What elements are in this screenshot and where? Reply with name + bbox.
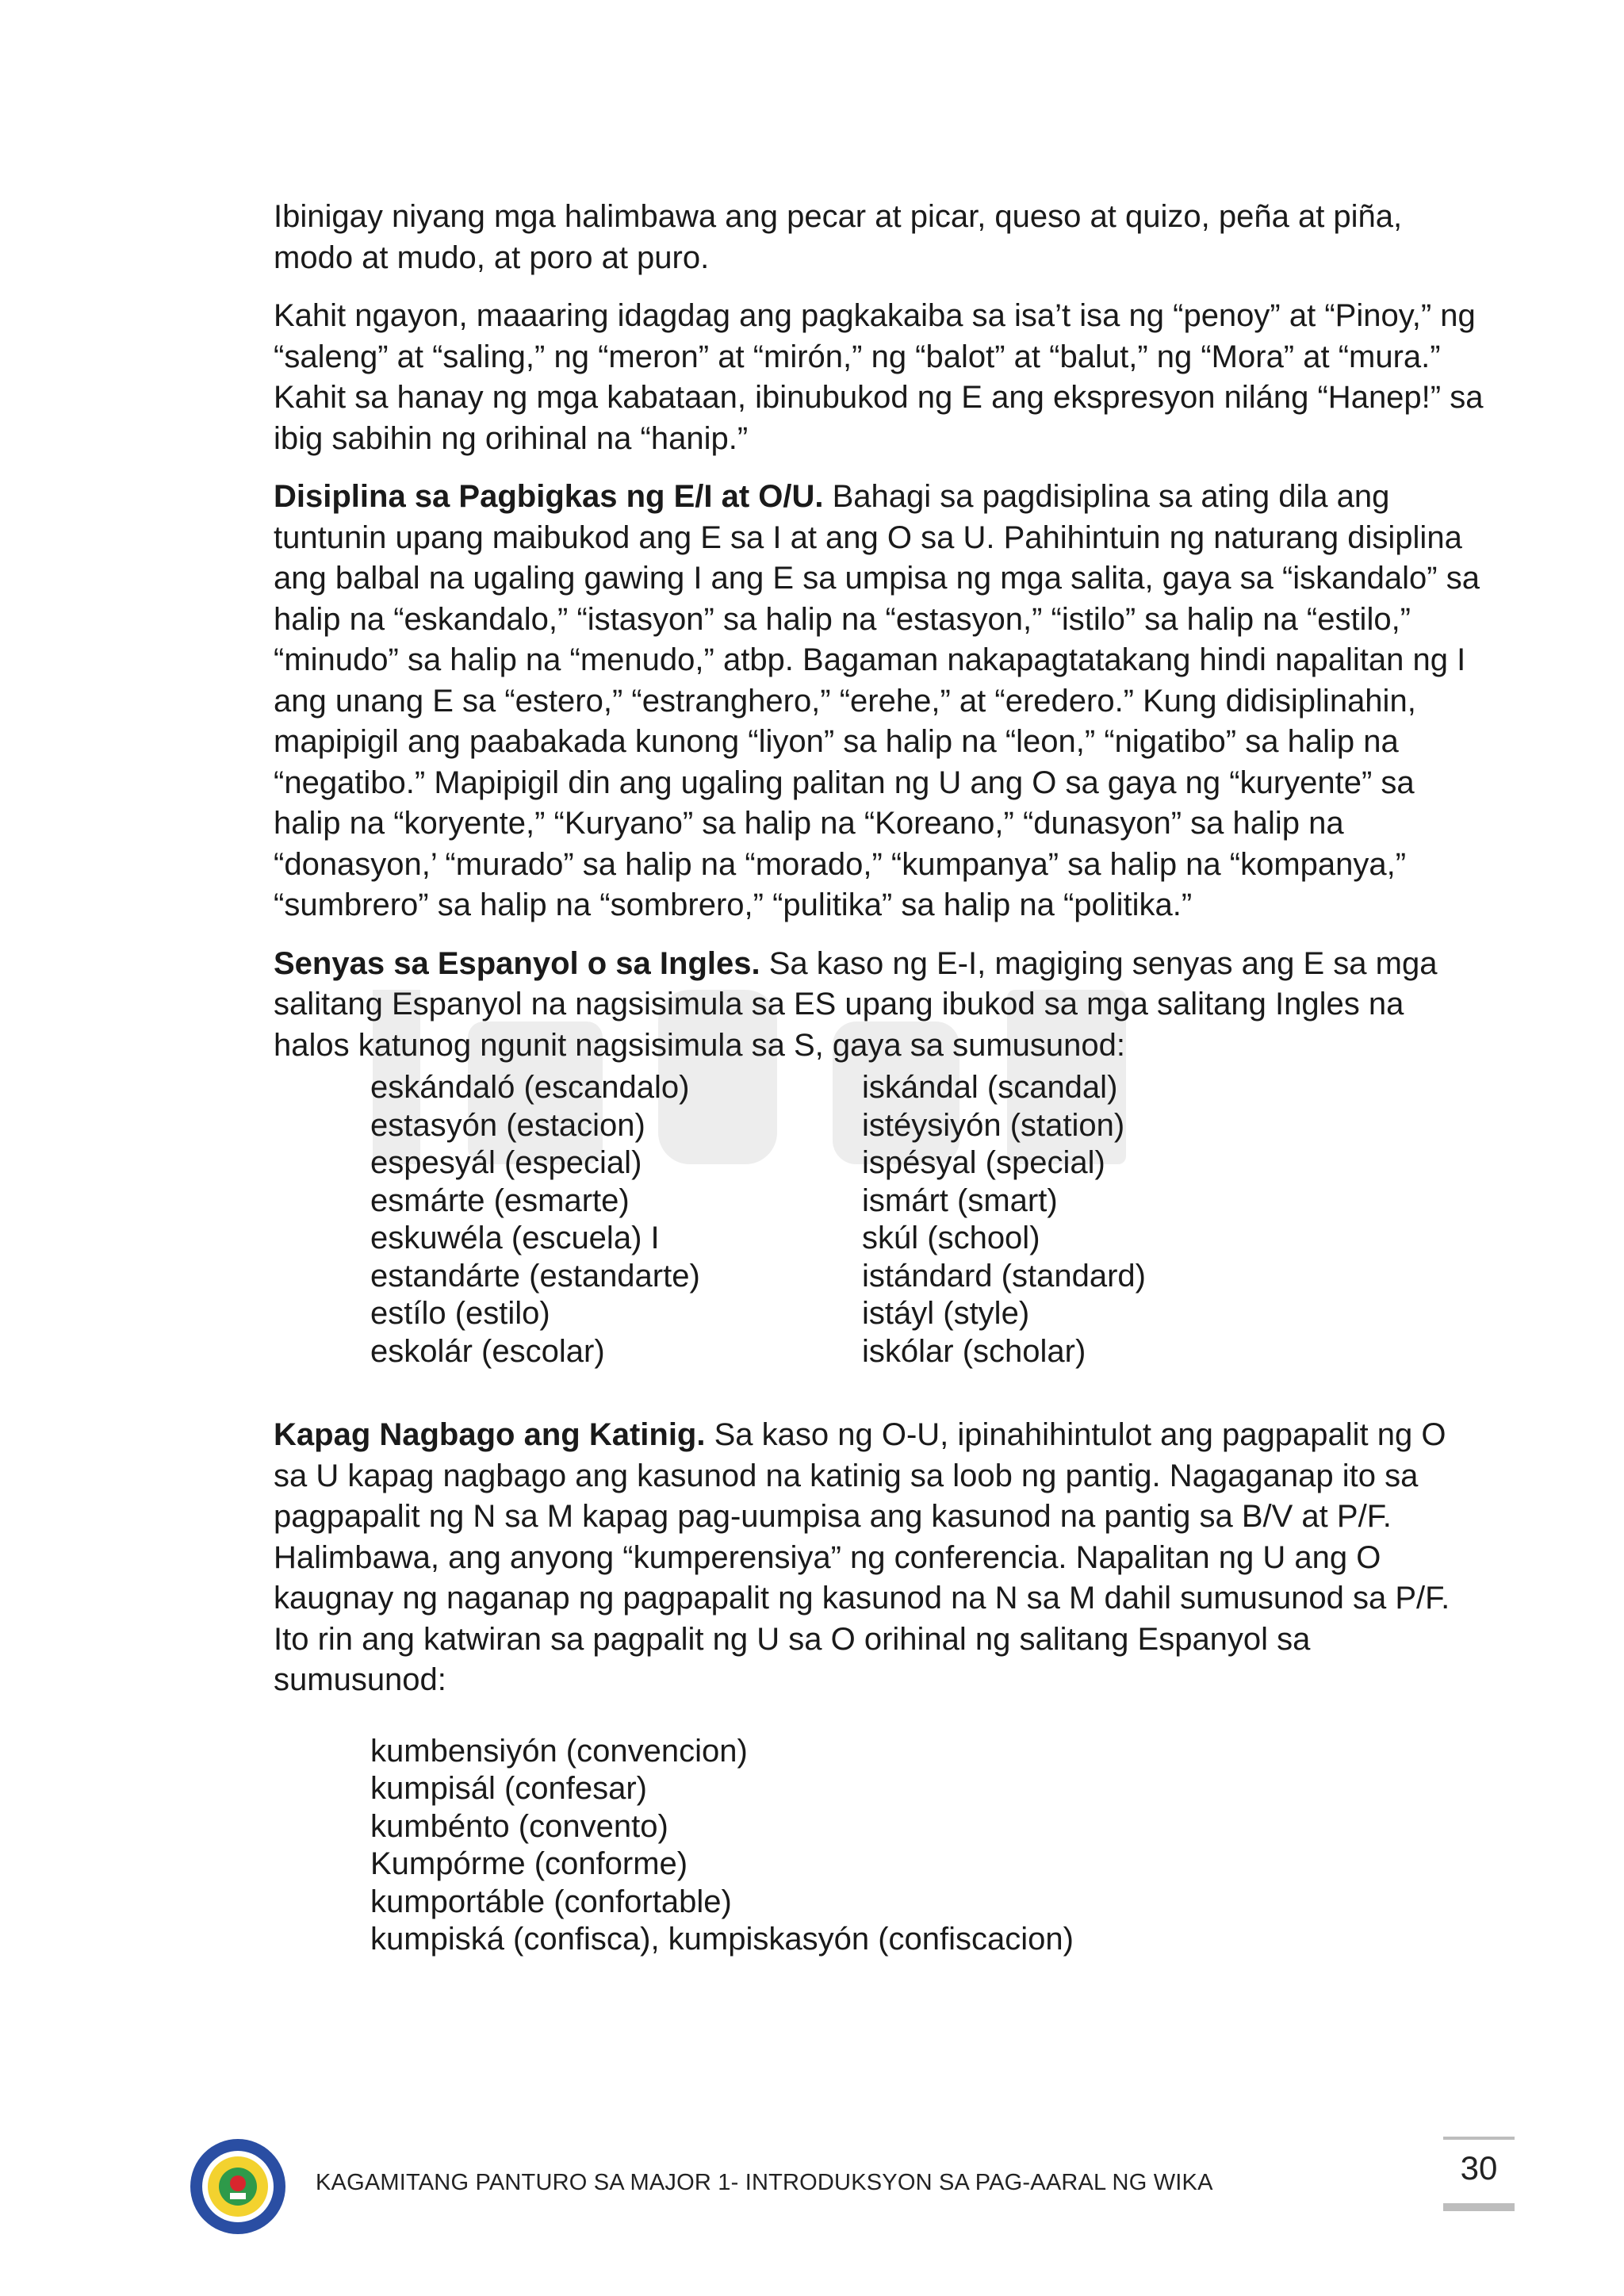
word-pair bbox=[370, 1220, 1487, 1258]
spanish-word: esmárte (esmarte) bbox=[370, 1182, 630, 1218]
page-footer bbox=[0, 2125, 1624, 2237]
college-seal-icon bbox=[189, 2137, 287, 2236]
paragraph-katinig bbox=[274, 1415, 1487, 1701]
english-word: istándard (standard) bbox=[862, 1258, 1146, 1294]
paragraph-1: Ibinigay niyang mga halimbawa ang pecar at picar, queso at quizo, peña at piña, modo at mudo, at poro at puro. bbox=[274, 199, 1403, 275]
list-item: kumpisál (confesar) bbox=[370, 1771, 648, 1806]
word-pair bbox=[370, 1182, 1487, 1221]
english-word: ispésyal (special) bbox=[862, 1145, 1105, 1180]
heading-senyas: Senyas sa Espanyol o sa Ingles. bbox=[274, 945, 760, 981]
heading-katinig: Kapag Nagbago ang Katinig. bbox=[274, 1417, 706, 1452]
spanish-word: espesyál (especial) bbox=[370, 1145, 642, 1180]
page-content bbox=[274, 197, 1487, 1959]
list-item: kumpiská (confisca), kumpiskasyón (confiscacion) bbox=[370, 1922, 1074, 1957]
paragraph-senyas bbox=[274, 944, 1487, 1067]
spanish-word: estasyón (estacion) bbox=[370, 1107, 645, 1143]
page-number-bar bbox=[1443, 2203, 1515, 2211]
word-pair-list bbox=[370, 1069, 1487, 1370]
list-item: Kumpórme (conforme) bbox=[370, 1846, 688, 1881]
word-pair bbox=[370, 1295, 1487, 1333]
page-number: 30 bbox=[1460, 2149, 1498, 2187]
body-katinig: Sa kaso ng O-U, ipinahihintulot ang pagpapalit ng O sa U kapag nagbago ang kasunod na katinig sa loob ng pantig. Nagaganap ito sa pagpapalit ng N sa M kapag pag-uumpisa ang kasunod na pantig sa B/V at P/F. Halimbawa, ang anyong “kumperensiya” ng conferencia. Napalitan ng U ang O kaugnay ng naganap ng pagpapalit ng kasunod na N sa M dahil sumusunod sa P/F. Ito rin ang katwiran sa pagpalit ng U sa O orihinal ng salitang Espanyol sa sumusunod: bbox=[274, 1417, 1450, 1697]
spanish-word: eskándaló (escandalo) bbox=[370, 1070, 690, 1105]
spanish-word: eskuwéla (escuela) I bbox=[370, 1221, 660, 1255]
body-disiplina: Bahagi sa pagdisiplina sa ating dila ang tuntunin upang maibukod ang E sa I at ang O sa U. Pahihintuin ng naturang disiplina ang balbal na ugaling gawing I ang E sa umpisa ng mga salita, gaya sa “iskandalo” sa halip na “eskandalo,” “istasyon” sa halip na “estasyon,” “istilo” sa halip na “estilo,” “minudo” sa halip na “menudo,” atbp. Bagaman nakapagtatakang hindi napalitan ng I ang unang E sa “estero,” “estranghero,” “erehe,” at “eredero.” Kung didisiplinahin, mapipigil ang paabakada kunong “liyon” sa halip na “leon,” “nigatibo” sa halip na “negatibo.” Mapipigil din ang ugaling palitan ng U ang O sa gaya ng “kuryente” sa halip na “koryente,” “Kuryano” sa halip na “Koreano,” “dunasyon” sa halip na “donasyon,’ “murado” sa halip na “morado,” “kumpanya” sa halip na “kompanya,” “sumbrero” sa halip na “sombrero,” “pulitika” sa halip na “politika.” bbox=[274, 479, 1480, 922]
spanish-word: estandárte (estandarte) bbox=[370, 1258, 700, 1294]
word-pair bbox=[370, 1258, 1487, 1296]
word-list bbox=[370, 1733, 1487, 1959]
english-word: skúl (school) bbox=[862, 1221, 1040, 1255]
paragraph-2: Kahit ngayon, maaaring idagdag ang pagkakaiba sa isa’t isa ng “penoy” at “Pinoy,” ng “saleng” at “saling,” ng “meron” at “mirón,” ng “balot” at “balut,” ng “Mora” at “mura.” Kahit sa hanay ng mga kabataan, ibinubukod ng E ang ekspresyon niláng “Hanep!” sa ibig sabihin ng orihinal na “hanip.” bbox=[274, 298, 1484, 456]
page-number-rule bbox=[1443, 2137, 1515, 2140]
spanish-word: estílo (estilo) bbox=[370, 1296, 550, 1331]
english-word: iskólar (scholar) bbox=[862, 1333, 1086, 1369]
english-word: istéysiyón (station) bbox=[862, 1107, 1125, 1143]
paragraph-disiplina bbox=[274, 477, 1487, 926]
heading-disiplina: Disiplina sa Pagbigkas ng E/I at O/U. bbox=[274, 479, 824, 514]
word-pair bbox=[370, 1069, 1487, 1107]
english-word: iskándal (scandal) bbox=[862, 1070, 1118, 1105]
word-pair bbox=[370, 1107, 1487, 1145]
list-item: kumbénto (convento) bbox=[370, 1808, 668, 1844]
body-senyas: Sa kaso ng E-I, magiging senyas ang E sa mga salitang Espanyol na nagsisimula sa ES upang ibukod sa mga salitang Ingles na halos katunog ngunit nagsisimula sa S, gaya sa sumusunod: bbox=[274, 945, 1438, 1063]
english-word: ismárt (smart) bbox=[862, 1182, 1058, 1218]
word-pair bbox=[370, 1144, 1487, 1182]
word-pair bbox=[370, 1333, 1487, 1371]
list-item: kumportáble (confortable) bbox=[370, 1884, 732, 1919]
footer-title: KAGAMITANG PANTURO SA MAJOR 1- INTRODUKSYON SA PAG-AARAL NG WIKA bbox=[316, 2170, 1213, 2195]
list-item: kumbensiyón (convencion) bbox=[370, 1733, 748, 1769]
english-word: istáyl (style) bbox=[862, 1296, 1030, 1331]
spanish-word: eskolár (escolar) bbox=[370, 1333, 605, 1369]
